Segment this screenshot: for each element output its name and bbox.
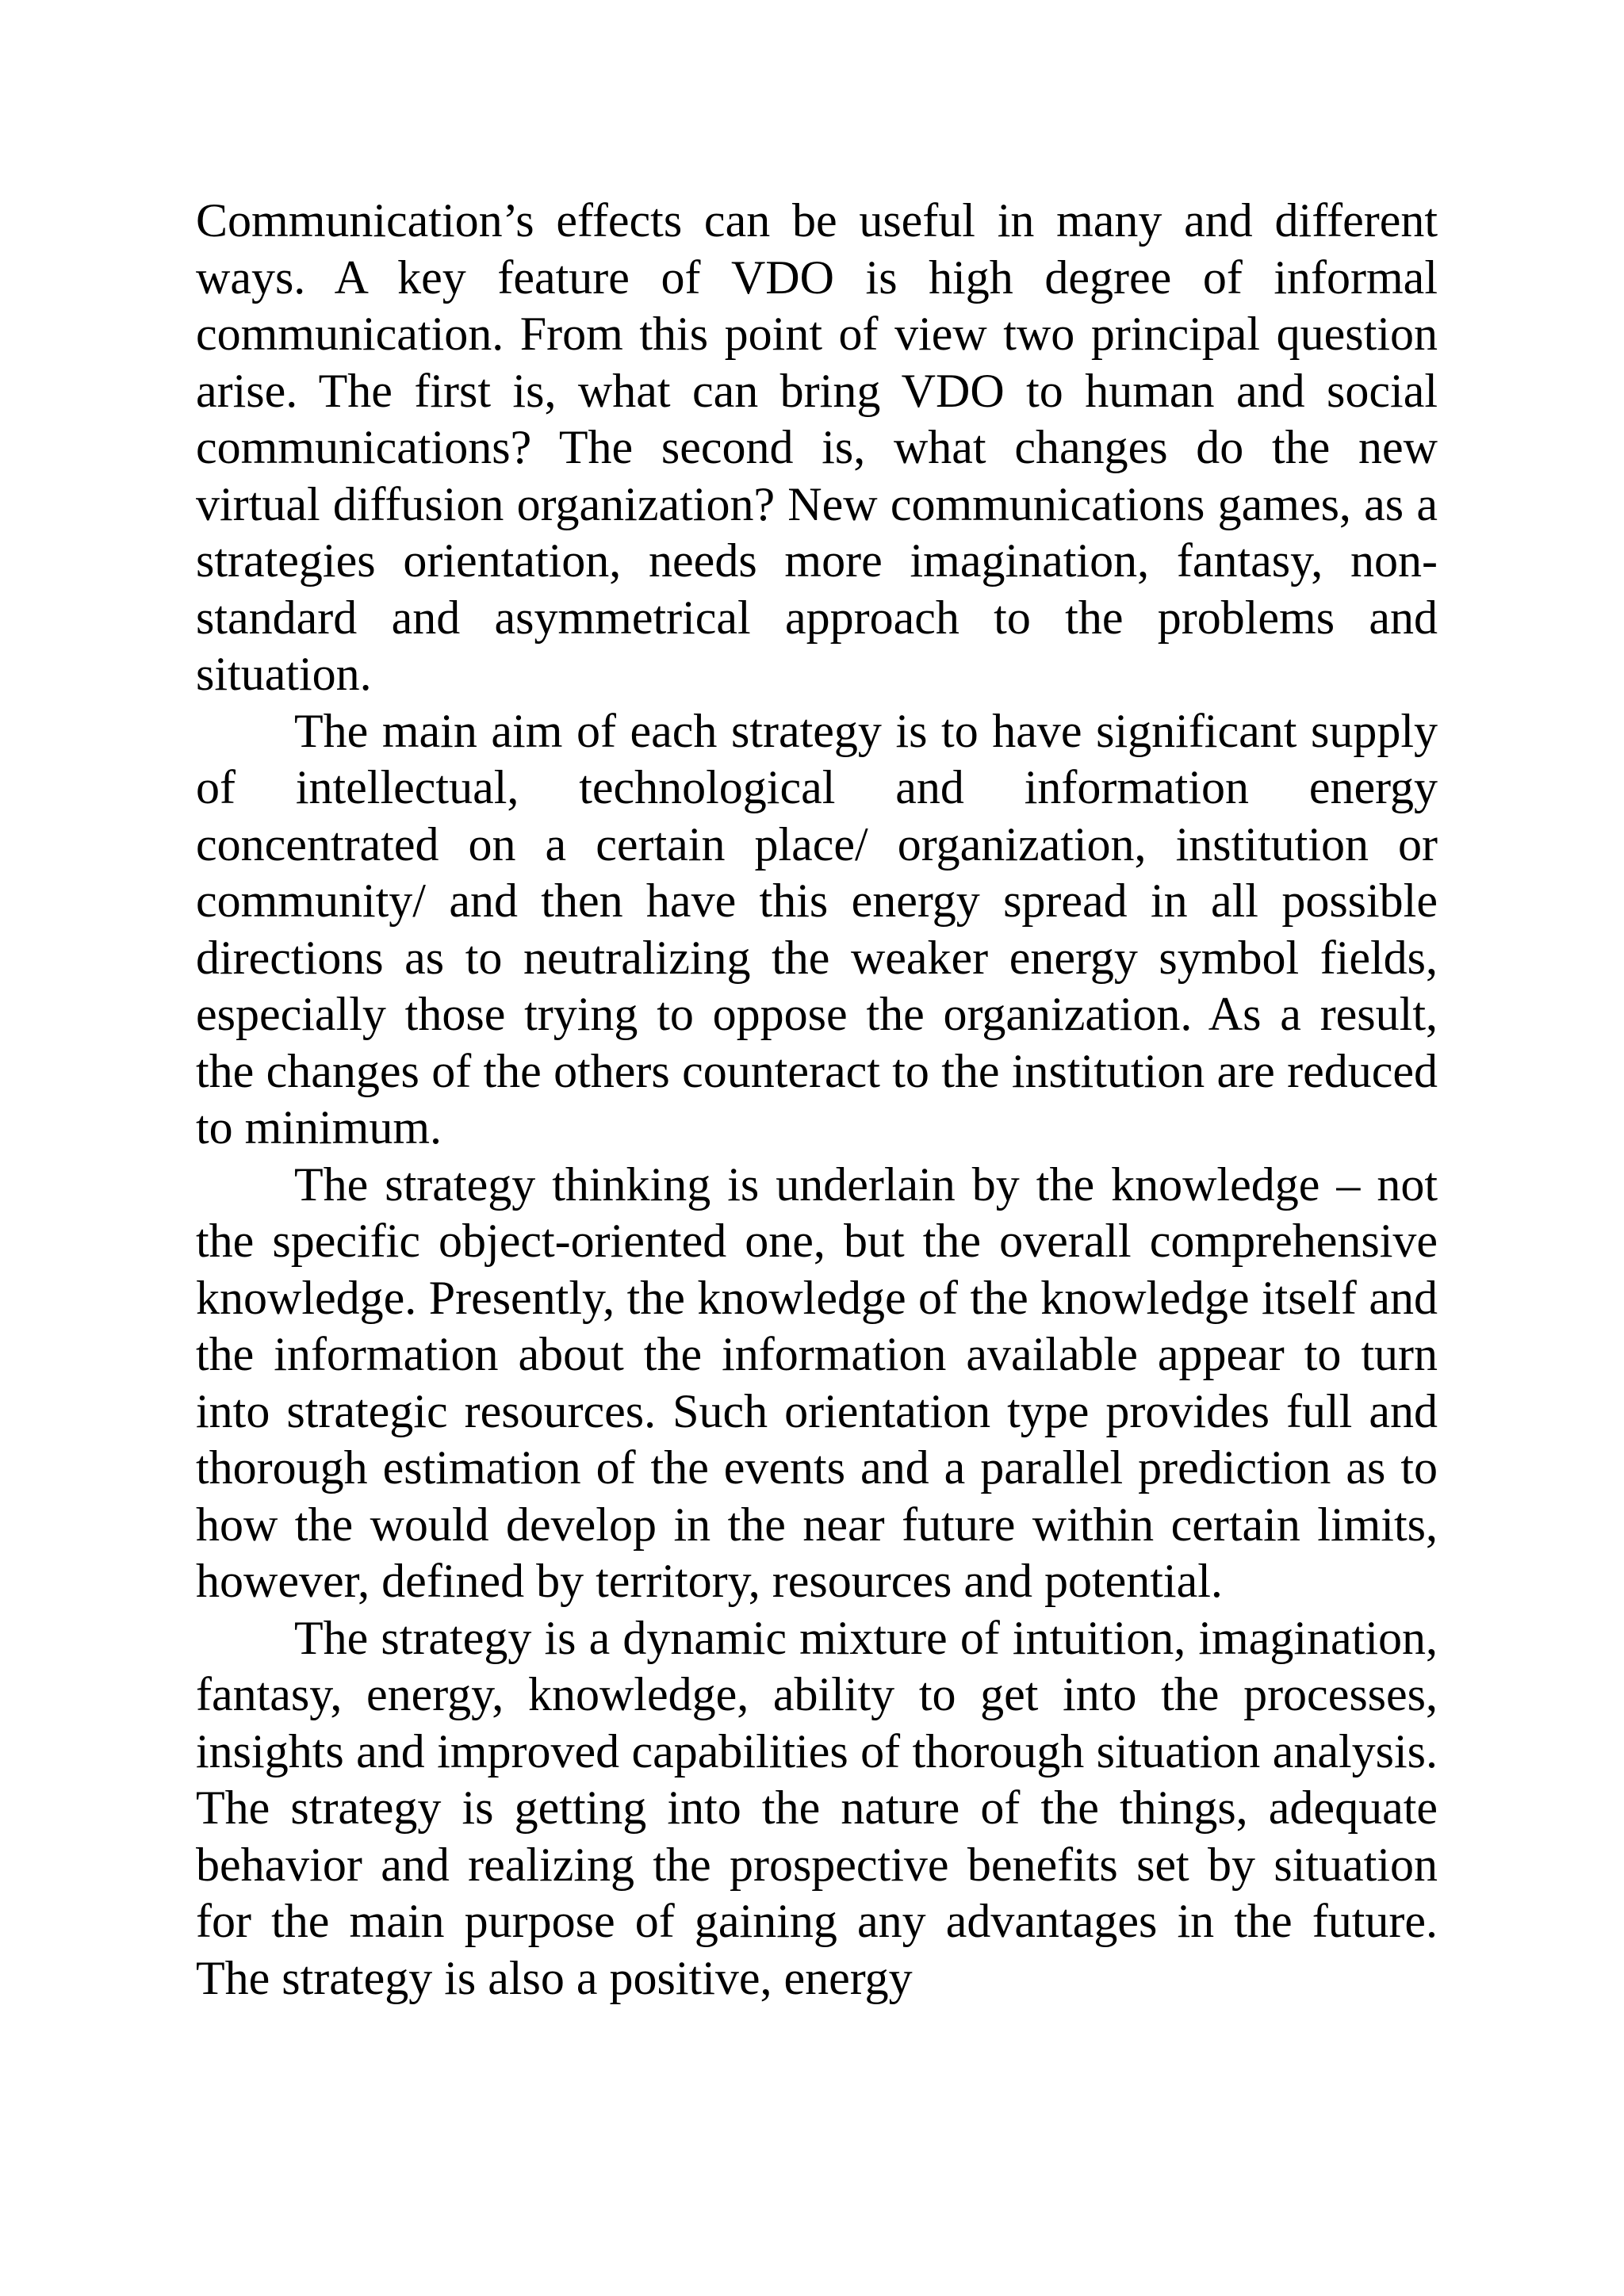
document-page: [196, 193, 1438, 2007]
paragraph-4: The strategy is a dynamic mixture of intuition, imagination, fantasy, energy, knowledge, ability to get into the processes, insights and improved capabilities of thorough situation analysis. The strategy is getting into the nature of the things, adequate behavior and realizing the prospective benefits set by situation for the main purpose of gaining any advantages in the future. The strategy is also a positive, energy: [196, 1611, 1438, 2004]
paragraph-3: The strategy thinking is underlain by the knowledge – not the specific object-oriented one, but the overall comprehensive knowledge. Presently, the knowledge of the knowledge itself and the information about the information available appear to turn into strategic resources. Such orientation type provides full and thorough estimation of the events and a parallel prediction as to how the would develop in the near future within certain limits, however, defined by territory, resources and potential.: [196, 1158, 1438, 1607]
paragraph-1: Communication’s effects can be useful in many and different ways. A key feature of VDO is high degree of informal communication. From this point of view two principal question arise. The first is, what can bring VDO to human and social communications? The second is, what changes do the new virtual diffusion organization? New communications games, as a strategies orientation, needs more imagination, fantasy, non-standard and asymmetrical approach to the problems and situation.: [196, 194, 1438, 700]
paragraph-2: The main aim of each strategy is to have significant supply of intellectual, technological and information energy concentrated on a certain place/ organization, institution or community/ and then have this energy spread in all possible directions as to neutralizing the weaker energy symbol fields, especially those trying to oppose the organization. As a result, the changes of the others counteract to the institution are reduced to minimum.: [196, 704, 1438, 1154]
